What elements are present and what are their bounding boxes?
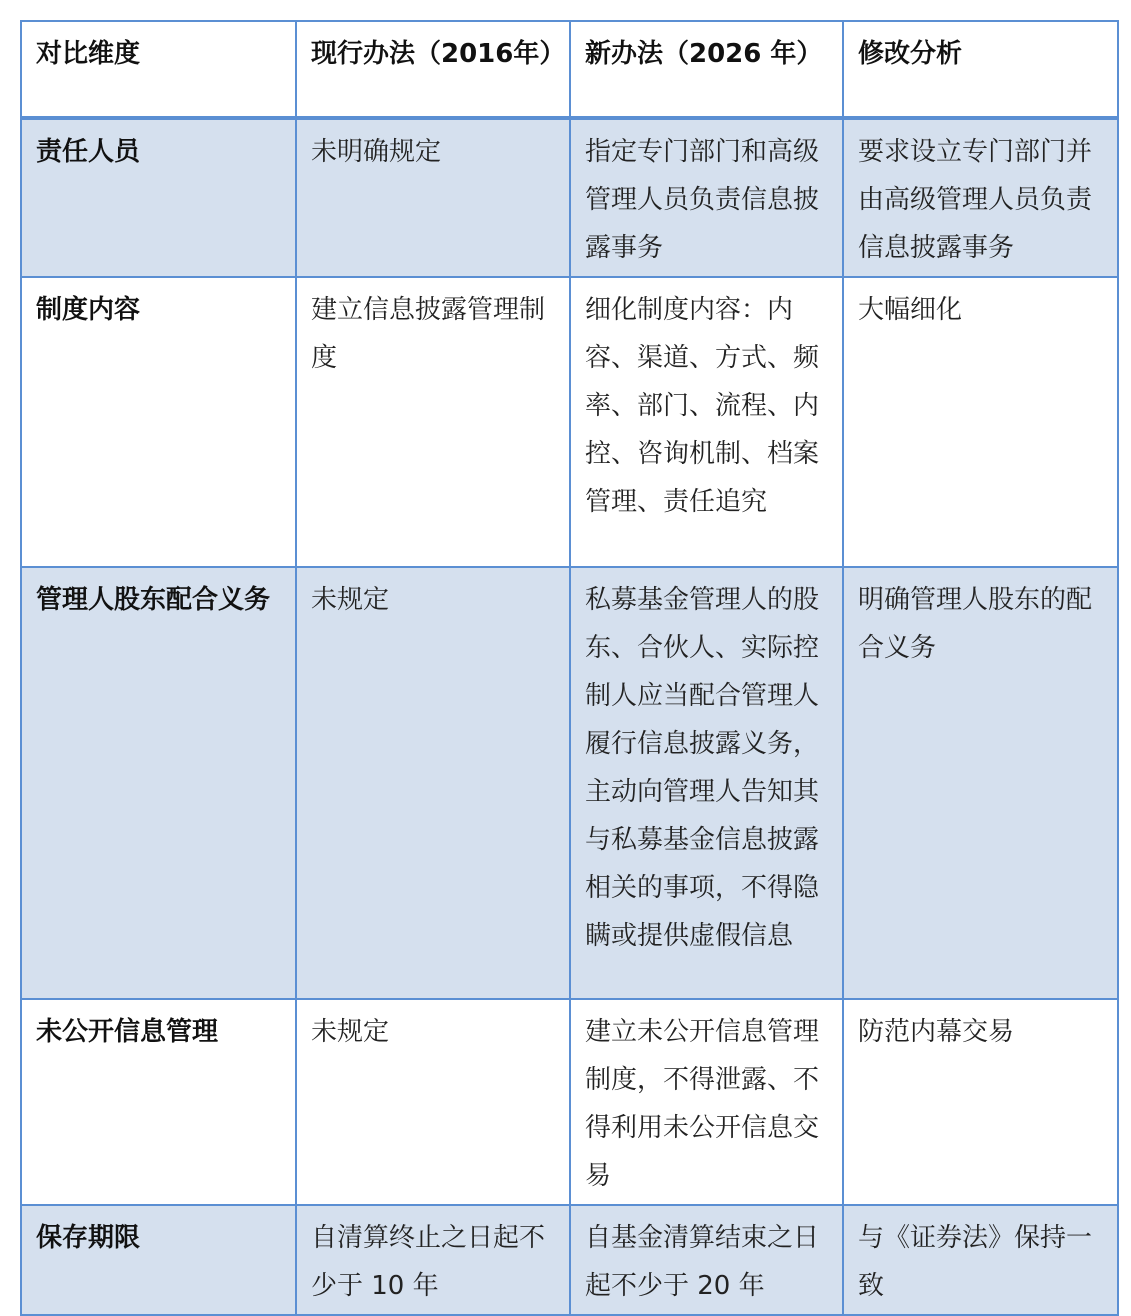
- row-dimension: 责任人员: [21, 118, 296, 277]
- table-row: [21, 1205, 1118, 1315]
- row-analysis: 与《证券法》保持一致: [843, 1205, 1118, 1315]
- row-new: 私募基金管理人的股东、合伙人、实际控制人应当配合管理人履行信息披露义务，主动向管理人告知其与私募基金信息披露相关的事项，不得隐瞒或提供虚假信息: [570, 567, 843, 999]
- header-dimension: 对比维度: [21, 21, 296, 118]
- row-analysis: 要求设立专门部门并由高级管理人员负责信息披露事务: [843, 118, 1118, 277]
- row-analysis: 防范内幕交易: [843, 999, 1118, 1205]
- row-current: 未明确规定: [296, 118, 570, 277]
- row-new: 自基金清算结束之日起不少于 20 年: [570, 1205, 843, 1315]
- row-analysis: 明确管理人股东的配合义务: [843, 567, 1118, 999]
- header-analysis: 修改分析: [843, 21, 1118, 118]
- row-new: 建立未公开信息管理制度，不得泄露、不得利用未公开信息交易: [570, 999, 843, 1205]
- table-row: [21, 999, 1118, 1205]
- row-new: 细化制度内容：内容、渠道、方式、频率、部门、流程、内控、咨询机制、档案管理、责任追究: [570, 277, 843, 567]
- row-dimension: 未公开信息管理: [21, 999, 296, 1205]
- table-row: [21, 567, 1118, 999]
- row-new: 指定专门部门和高级管理人员负责信息披露事务: [570, 118, 843, 277]
- row-current: 未规定: [296, 567, 570, 999]
- comparison-table: [20, 20, 1119, 1316]
- row-current: 自清算终止之日起不少于 10 年: [296, 1205, 570, 1315]
- row-dimension: 制度内容: [21, 277, 296, 567]
- row-dimension: 保存期限: [21, 1205, 296, 1315]
- table-row: [21, 277, 1118, 567]
- header-new-rules: 新办法（2026 年）: [570, 21, 843, 118]
- table-header-row: [21, 21, 1118, 118]
- row-current: 建立信息披露管理制度: [296, 277, 570, 567]
- row-current: 未规定: [296, 999, 570, 1205]
- header-current-rules: 现行办法（2016年）: [296, 21, 570, 118]
- row-dimension: 管理人股东配合义务: [21, 567, 296, 999]
- table-row: [21, 118, 1118, 277]
- row-analysis: 大幅细化: [843, 277, 1118, 567]
